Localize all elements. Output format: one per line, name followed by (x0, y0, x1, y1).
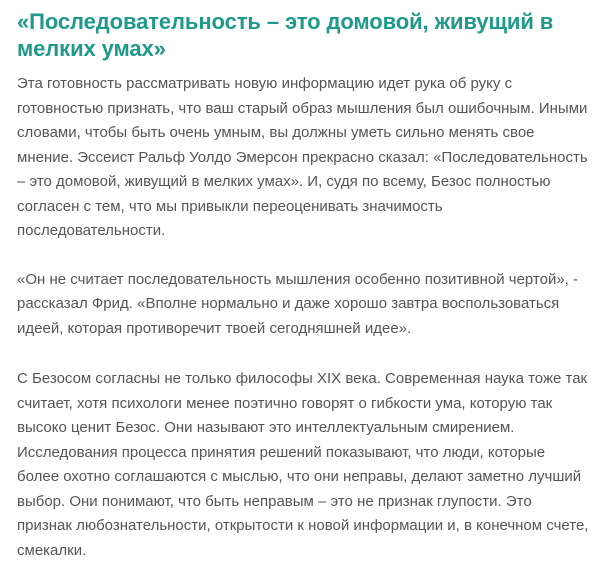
paragraph-2: «Он не считает последовательность мышления особенно позитивной чертой», - рассказал Фрид. «Вполне нормально и даже хорошо завтра воспользоваться идеей, которая противоречит твоей сегодняшней идее». (17, 270, 579, 337)
article-title: «Последовательность – это домовой, живущий в мелких умах» (17, 9, 554, 61)
article (17, 8, 589, 563)
paragraph-1: Эта готовность рассматривать новую информацию идет рука об руку с готовностью признать, что ваш старый образ мышления был ошибочным. Иными словами, чтобы быть очень умным, вы должны уметь сильно менять свое мнение. Эссеист Ральф Уолдо Эмерсон прекрасно сказал: «Последовательность – это домовой, живущий в мелких умах». И, судя по всему, Безос полностью согласен с тем, что мы привыкли переоценивать значимость последовательности. (17, 75, 588, 239)
paragraph-3: С Безосом согласны не только философы XIX века. Современная наука тоже так считает, хотя психологи менее поэтично говорят о гибкости ума, которую так высоко ценит Безос. Они называют это интеллектуальным смирением. Исследования процесса принятия решений показывают, что люди, которые более охотно соглашаются с мыслью, что они неправы, делают заметно лучший выбор. Они понимают, что быть неправым – это не признак глупости. Это признак любознательности, открытости к новой информации и, в конечном счете, смекалки. (17, 370, 589, 559)
